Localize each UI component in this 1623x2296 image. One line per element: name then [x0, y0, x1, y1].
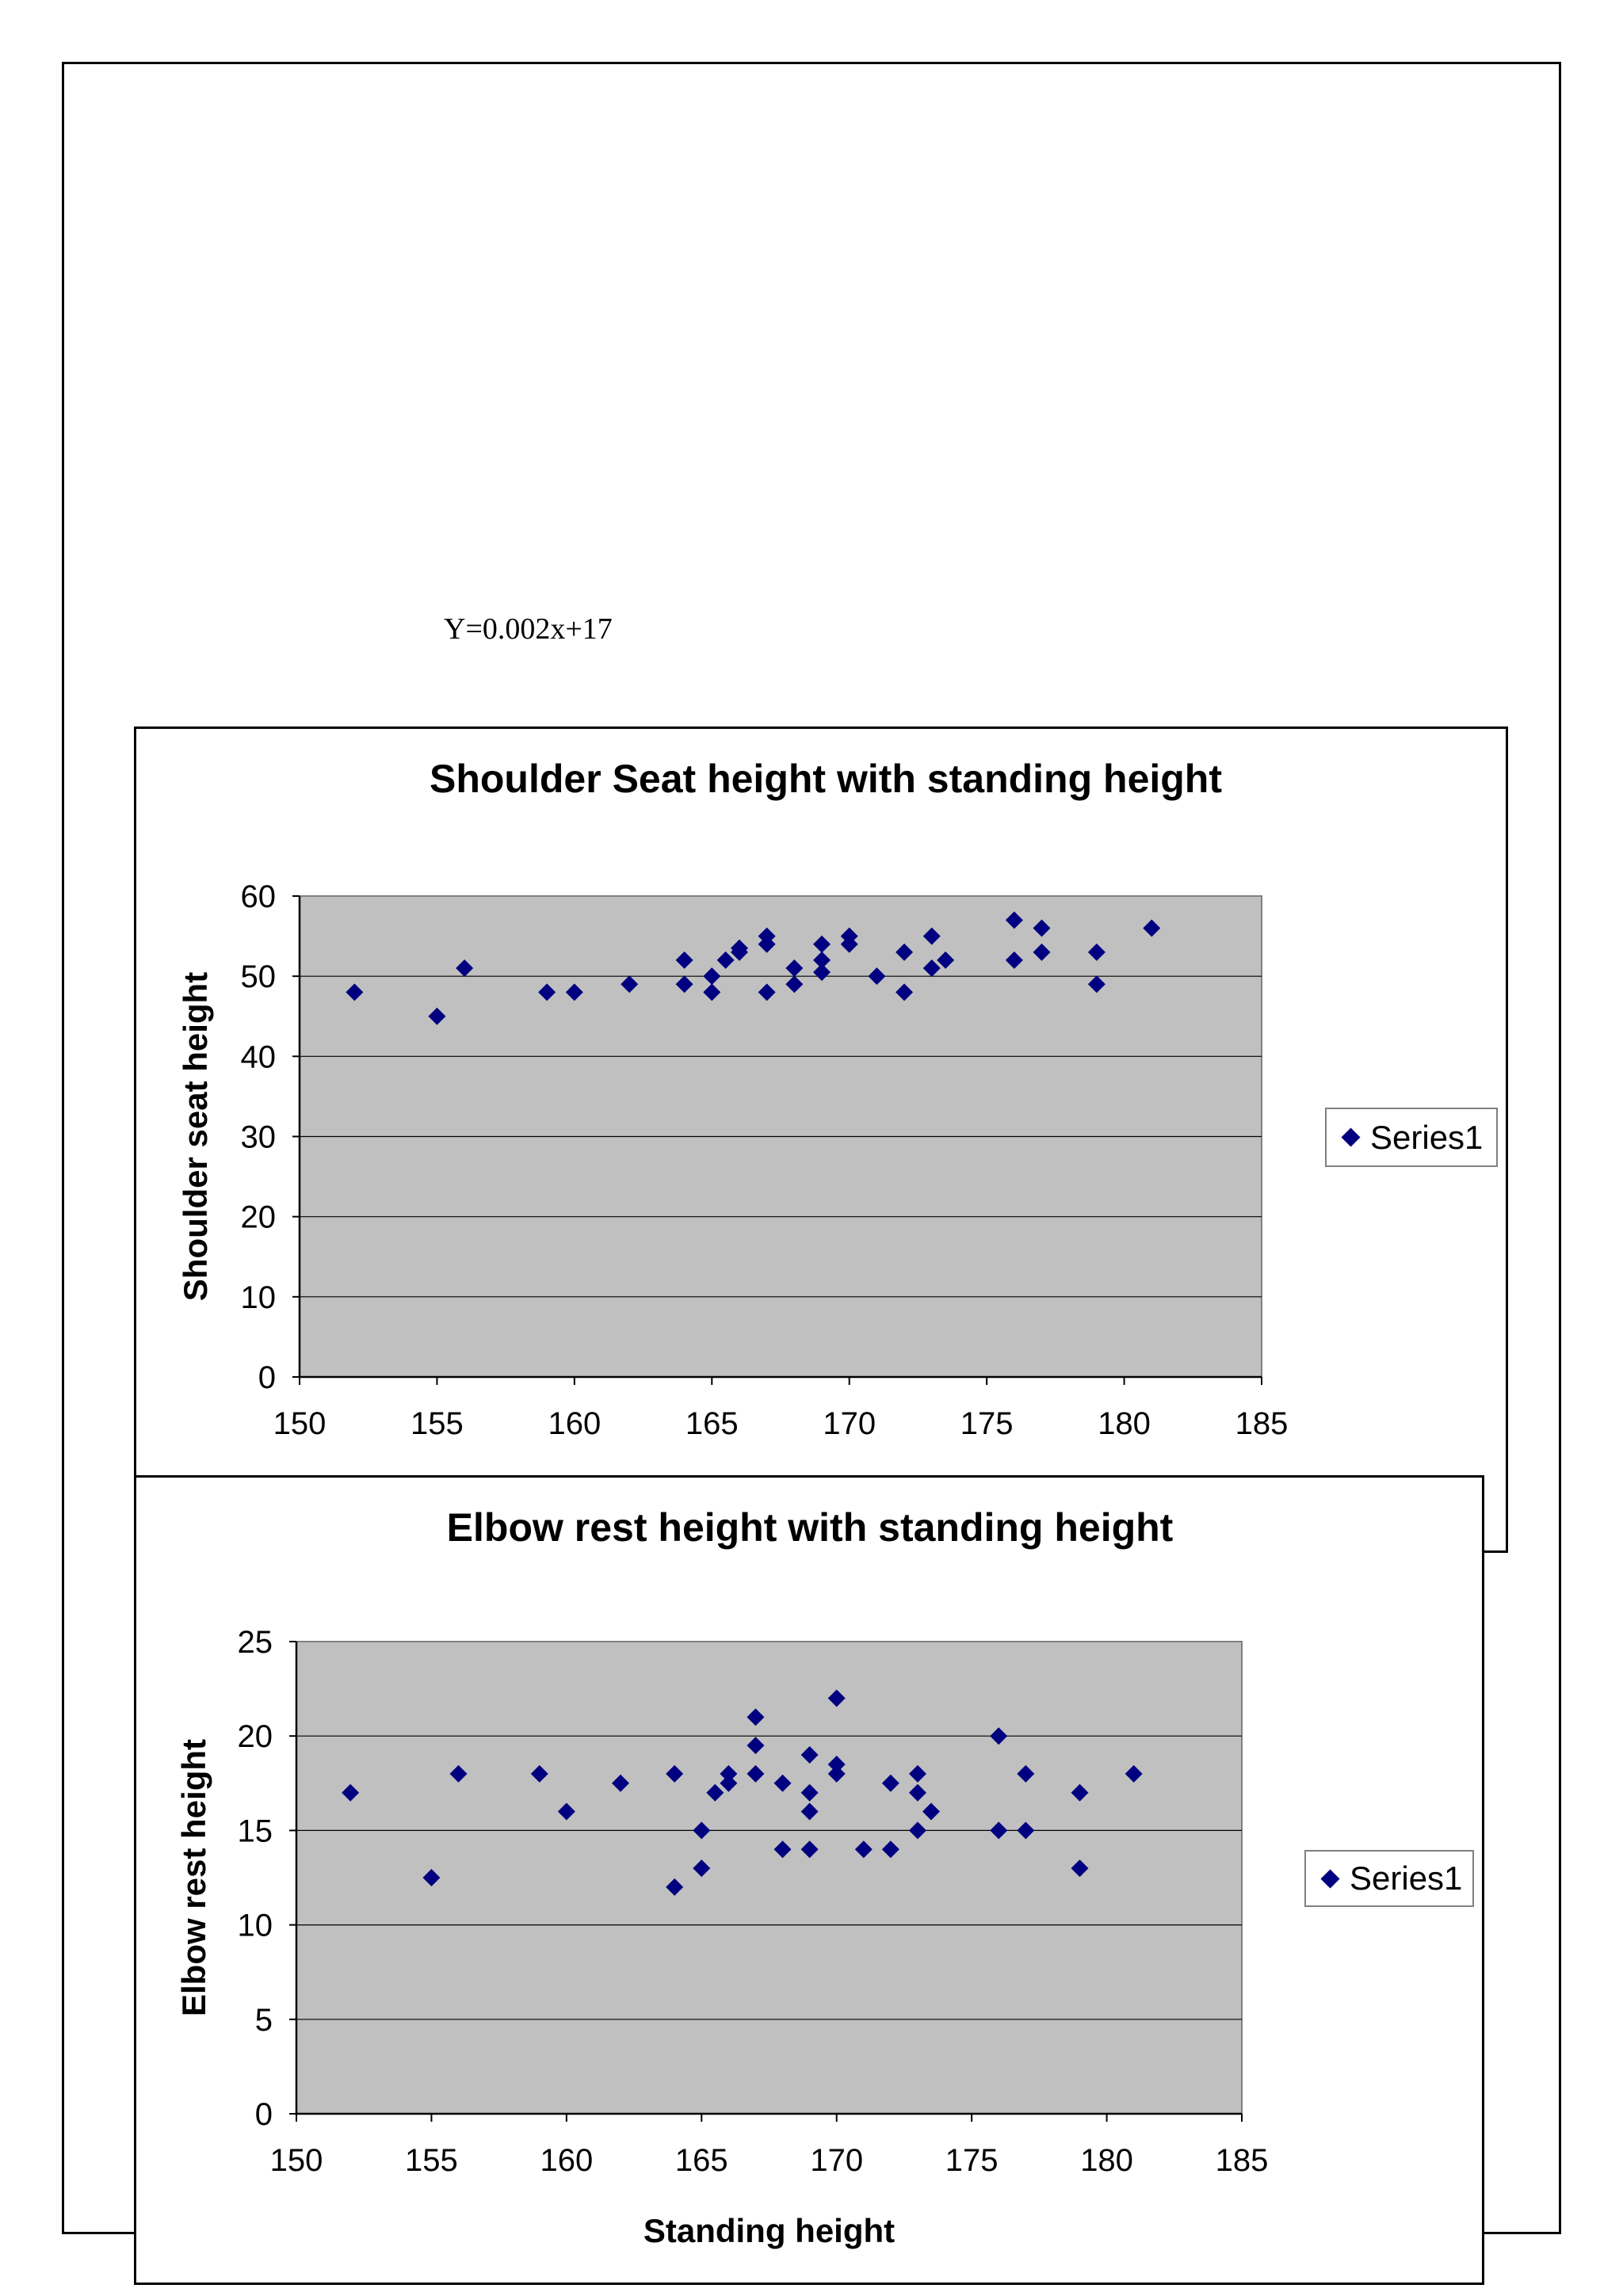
chart2-y-axis-title: Elbow rest height: [175, 1738, 212, 2017]
chart2-x-tick-label: 180: [1080, 2143, 1133, 2178]
chart1-y-tick-label: 10: [240, 1280, 276, 1315]
chart2-x-tick-label: 155: [405, 2143, 458, 2178]
chart2-x-tick-label: 150: [269, 2143, 323, 2178]
chart1-title: Shoulder Seat height with standing height: [430, 757, 1222, 801]
chart1-y-axis-title: Shoulder seat height: [177, 971, 214, 1302]
chart1-y-tick-label: 20: [240, 1199, 276, 1235]
chart1-x-tick-label: 185: [1235, 1406, 1289, 1441]
chart2-legend: [1304, 1850, 1474, 1907]
chart1-y-tick-label: 50: [240, 959, 276, 995]
chart1-x-tick-label: 160: [548, 1406, 601, 1441]
chart2-x-tick-label: 170: [810, 2143, 864, 2178]
chart1-x-tick-label: 175: [960, 1406, 1014, 1441]
chart2-y-tick-label: 20: [237, 1719, 273, 1755]
chart2-x-tick-label: 175: [945, 2143, 999, 2178]
shoulder-seat-chart: [134, 727, 1508, 1553]
diamond-icon: [1341, 1127, 1360, 1146]
chart1-x-tick-label: 150: [273, 1406, 327, 1441]
diamond-icon: [1320, 1869, 1339, 1888]
regression-equation: Y=0.002x+17: [444, 612, 613, 646]
chart1-legend-label: Series1: [1370, 1118, 1484, 1156]
chart1-y-tick-label: 30: [240, 1119, 276, 1155]
chart1-x-tick-label: 170: [823, 1406, 876, 1441]
chart2-x-tick-label: 185: [1215, 2143, 1269, 2178]
chart1-legend: [1325, 1108, 1498, 1167]
chart1-y-tick-label: 60: [240, 879, 276, 914]
chart2-y-tick-label: 15: [237, 1814, 273, 1849]
chart2-y-tick-label: 25: [237, 1625, 273, 1660]
elbow-rest-chart-svg: [136, 1478, 1487, 2287]
chart1-x-tick-label: 155: [411, 1406, 464, 1441]
chart2-y-tick-label: 10: [237, 1908, 273, 1943]
chart2-x-axis-title: Standing height: [643, 2212, 896, 2249]
chart1-x-tick-label: 165: [685, 1406, 739, 1441]
chart1-y-tick-label: 0: [258, 1360, 276, 1395]
chart1-y-tick-label: 40: [240, 1039, 276, 1075]
shoulder-seat-chart-svg: [136, 729, 1510, 1555]
chart2-legend-label: Series1: [1350, 1859, 1463, 1897]
chart2-y-tick-label: 0: [254, 2097, 273, 2132]
chart2-x-tick-label: 160: [540, 2143, 594, 2178]
chart2-title: Elbow rest height with standing height: [446, 1505, 1174, 1550]
chart1-x-tick-label: 180: [1098, 1406, 1151, 1441]
chart2-y-tick-label: 5: [254, 2002, 273, 2038]
elbow-rest-chart: [134, 1475, 1484, 2285]
chart2-x-tick-label: 165: [674, 2143, 728, 2178]
